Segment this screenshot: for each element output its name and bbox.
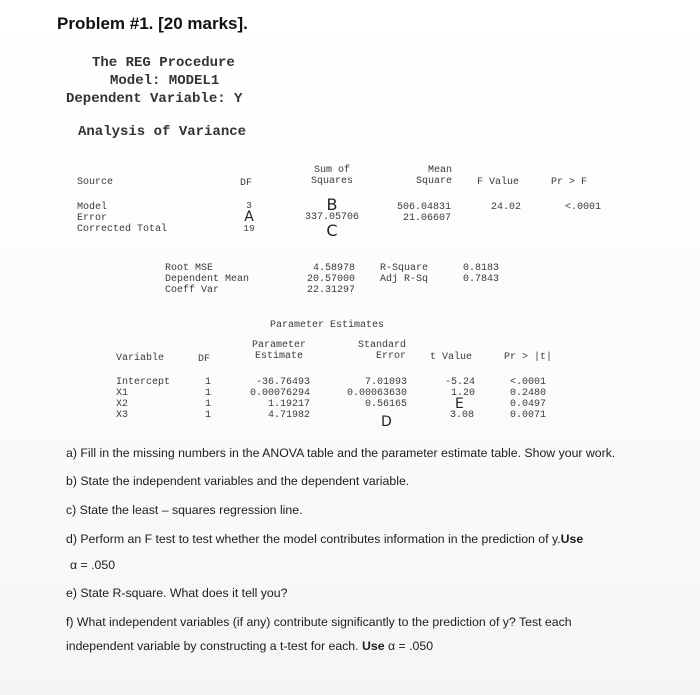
anova-ss-model-missing: B (326, 195, 338, 214)
param-dfs: 1 1 1 1 (205, 377, 212, 421)
anova-df-model: 3 (246, 200, 252, 211)
model-title: Model: MODEL1 (110, 73, 220, 89)
anova-f-model: 24.02 (491, 202, 522, 213)
anova-ss-total-missing: C (326, 221, 338, 240)
param-var-x1: X1 (116, 388, 129, 399)
anova-header-source: Source (77, 177, 114, 188)
anova-source-error: Error (77, 213, 108, 224)
param-se-x3-missing: D (381, 414, 392, 430)
anova-source-total: Corrected Total (77, 224, 168, 235)
question-b: b) State the independent variables and the dependent variable. (66, 474, 410, 488)
anova-sources (77, 202, 167, 235)
question-a: a) Fill in the missing numbers in the ANOVA table and the parameter estimate table. Show your work. (66, 446, 616, 460)
fit-values: 4.58978 20.57000 22.31297 (306, 263, 355, 296)
anova-header-f: F Value (477, 177, 520, 188)
procedure-title: The REG Procedure (92, 55, 235, 71)
param-header-se: Standard Error (357, 340, 406, 362)
param-header-est: Parameter Estimate (251, 340, 306, 362)
param-t-x2-missing: E (455, 396, 464, 412)
anova-df-total: 19 (243, 223, 255, 234)
problem-title: Problem #1. [20 marks]. (57, 14, 248, 33)
param-header-df: DF (198, 354, 211, 365)
param-p-values: <.0001 0.2480 0.0497 0.0071 (510, 377, 547, 421)
param-header-pt: Pr > |t| (504, 352, 553, 363)
anova-header-prf: Pr > F (551, 177, 588, 188)
question-e: e) State R-square. What does it tell you? (66, 586, 288, 600)
param-header-t: t Value (430, 352, 473, 363)
param-variables (116, 377, 170, 421)
param-var-x2: X2 (116, 399, 129, 410)
param-header-variable: Variable (116, 353, 165, 364)
anova-df-col (242, 200, 256, 234)
param-title: Parameter Estimates (270, 320, 385, 331)
question-f-line2: independent variable by constructing a t-test for each. Use α = .050 (66, 639, 434, 653)
param-std-errors: 7.01093 0.00063630 0.56165 (346, 377, 407, 410)
anova-header-df: DF (240, 178, 253, 189)
anova-title: Analysis of Variance (78, 124, 247, 140)
anova-header-ss: Sum of Squares (310, 165, 353, 187)
anova-df-error-missing: A (244, 209, 254, 225)
question-c: c) State the least – squares regression line. (66, 503, 303, 517)
anova-header-ms: Mean Square (415, 165, 452, 187)
fit-labels-2: R-Square Adj R-Sq (380, 263, 429, 285)
anova-source-model: Model (77, 202, 108, 213)
question-d-alpha: α = .050 (70, 558, 116, 572)
question-d: d) Perform an F test to test whether the model contributes information in the prediction of y.Use (66, 532, 584, 546)
fit-values-2: 0.8183 0.7843 (463, 263, 500, 285)
anova-ss-col (300, 195, 364, 240)
anova-ms-col (385, 202, 451, 224)
param-var-intercept: Intercept (116, 377, 171, 388)
question-f-line1: f) What independent variables (if any) contribute significantly to the prediction of y? Test each (66, 615, 572, 629)
anova-p-model: <.0001 (565, 202, 602, 213)
param-t-x3: 3.08 (450, 410, 475, 421)
param-estimates: -36.76493 0.00076294 1.19217 4.71982 (249, 377, 310, 421)
anova-ms-model: 506.04831 (396, 202, 451, 213)
anova-ms-error: 21.06607 (402, 213, 451, 224)
param-var-x3: X3 (116, 410, 129, 421)
param-t-values: -5.24 1.20 (444, 377, 475, 399)
dependent-variable-title: Dependent Variable: Y (66, 91, 243, 107)
anova-ss-error: 337.05706 (304, 212, 359, 223)
fit-labels: Root MSE Dependent Mean Coeff Var (165, 263, 250, 296)
